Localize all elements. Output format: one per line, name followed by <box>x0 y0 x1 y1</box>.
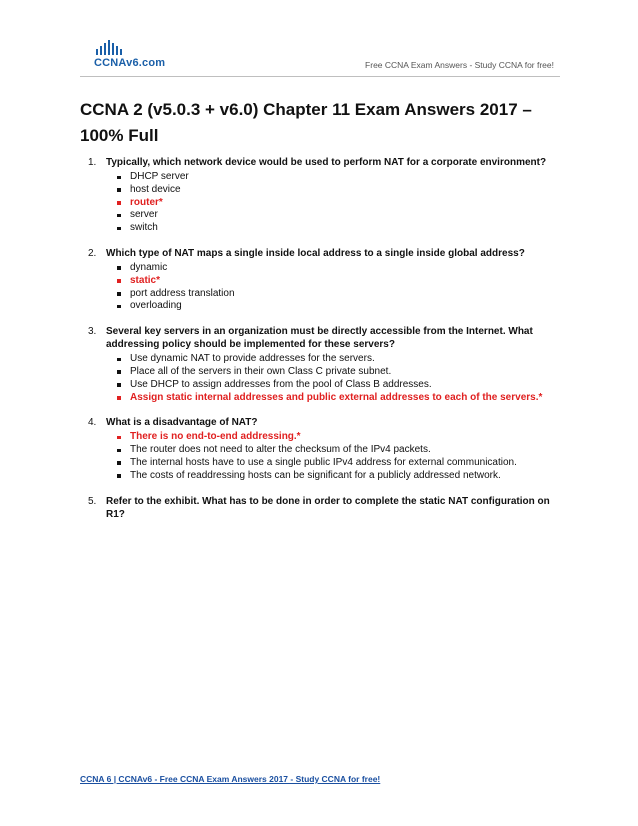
answer-option <box>88 209 568 222</box>
square-bullet-icon <box>117 436 121 440</box>
option-text: dynamic <box>130 261 168 273</box>
square-bullet-icon <box>117 176 121 180</box>
square-bullet-icon <box>117 227 121 231</box>
square-bullet-icon <box>117 358 121 362</box>
option-text: Place all of the servers in their own Class C private subnet. <box>130 365 392 377</box>
option-list <box>88 262 568 313</box>
page-title: CCNA 2 (v5.0.3 + v6.0) Chapter 11 Exam Answers 2017 – 100% Full <box>80 100 532 145</box>
header-tagline: Free CCNA Exam Answers - Study CCNA for free! <box>365 60 554 70</box>
option-text: The costs of readdressing hosts can be significant for a publicly addressed network. <box>130 469 501 481</box>
question-item <box>88 156 568 235</box>
square-bullet-icon <box>117 474 121 478</box>
answer-option <box>88 288 568 301</box>
correct-answer-option <box>88 197 568 210</box>
square-bullet-icon <box>117 266 121 270</box>
question-list <box>88 156 568 533</box>
site-logo[interactable] <box>94 40 174 76</box>
question-text: Which type of NAT maps a single inside local address to a single inside global address? <box>106 247 525 259</box>
answer-option <box>88 222 568 235</box>
option-list <box>88 431 568 482</box>
answer-option <box>88 470 568 483</box>
option-text: switch <box>130 222 158 234</box>
option-text: overloading <box>130 300 182 312</box>
square-bullet-icon <box>117 214 121 218</box>
option-text: router* <box>130 196 163 208</box>
square-bullet-icon <box>117 383 121 387</box>
answer-option <box>88 366 568 379</box>
question-text: Several key servers in an organization must be directly accessible from the Internet. What addressing policy should be implemented for these servers? <box>106 326 533 351</box>
option-text: Assign static internal addresses and public external addresses to each of the servers.* <box>130 391 543 403</box>
option-text: DHCP server <box>130 171 189 182</box>
square-bullet-icon <box>117 188 121 192</box>
square-bullet-icon <box>117 279 121 283</box>
question-item <box>88 495 568 521</box>
answer-option <box>88 379 568 392</box>
footer-link[interactable]: CCNA 6 | CCNAv6 - Free CCNA Exam Answers 2017 - Study CCNA for free! <box>80 774 381 784</box>
question-number: 2. <box>88 247 97 259</box>
option-text: static* <box>130 274 161 286</box>
option-text: Use DHCP to assign addresses from the pool of Class B addresses. <box>130 378 432 390</box>
option-list <box>88 171 568 235</box>
question-number: 1. <box>88 157 97 168</box>
answer-option <box>88 457 568 470</box>
square-bullet-icon <box>117 292 121 296</box>
question-number: 3. <box>88 326 97 338</box>
question-text: Refer to the exhibit. What has to be done in order to complete the static NAT configuration on R1? <box>106 495 550 520</box>
option-text: host device <box>130 183 181 195</box>
option-text: port address translation <box>130 287 235 299</box>
signal-bars-icon <box>94 40 134 56</box>
answer-option <box>88 262 568 275</box>
option-text: server <box>130 209 158 221</box>
question-item <box>88 325 568 404</box>
option-text: There is no end-to-end addressing.* <box>130 431 301 443</box>
answer-option <box>88 184 568 197</box>
option-text: The internal hosts have to use a single public IPv4 address for external communication. <box>130 456 517 468</box>
answer-option <box>88 171 568 184</box>
answer-option <box>88 353 568 366</box>
option-text: The router does not need to alter the checksum of the IPv4 packets. <box>130 444 431 456</box>
option-text: Use dynamic NAT to provide addresses for the servers. <box>130 353 375 365</box>
question-number: 5. <box>88 495 97 507</box>
answer-option <box>88 300 568 313</box>
option-list <box>88 353 568 404</box>
question-item <box>88 247 568 313</box>
correct-answer-option <box>88 431 568 444</box>
square-bullet-icon <box>117 461 121 465</box>
square-bullet-icon <box>117 449 121 453</box>
square-bullet-icon <box>117 370 121 374</box>
question-text: Typically, which network device would be used to perform NAT for a corporate environment? <box>106 157 547 168</box>
answer-option <box>88 444 568 457</box>
logo-text: CCNAv6.com <box>94 57 166 69</box>
question-number: 4. <box>88 417 97 429</box>
correct-answer-option <box>88 275 568 288</box>
question-text: What is a disadvantage of NAT? <box>106 417 258 429</box>
question-item <box>88 416 568 482</box>
page-header <box>80 40 560 80</box>
square-bullet-icon <box>117 201 121 205</box>
correct-answer-option <box>88 392 568 405</box>
square-bullet-icon <box>117 305 121 309</box>
header-divider <box>80 76 560 77</box>
square-bullet-icon <box>117 396 121 400</box>
